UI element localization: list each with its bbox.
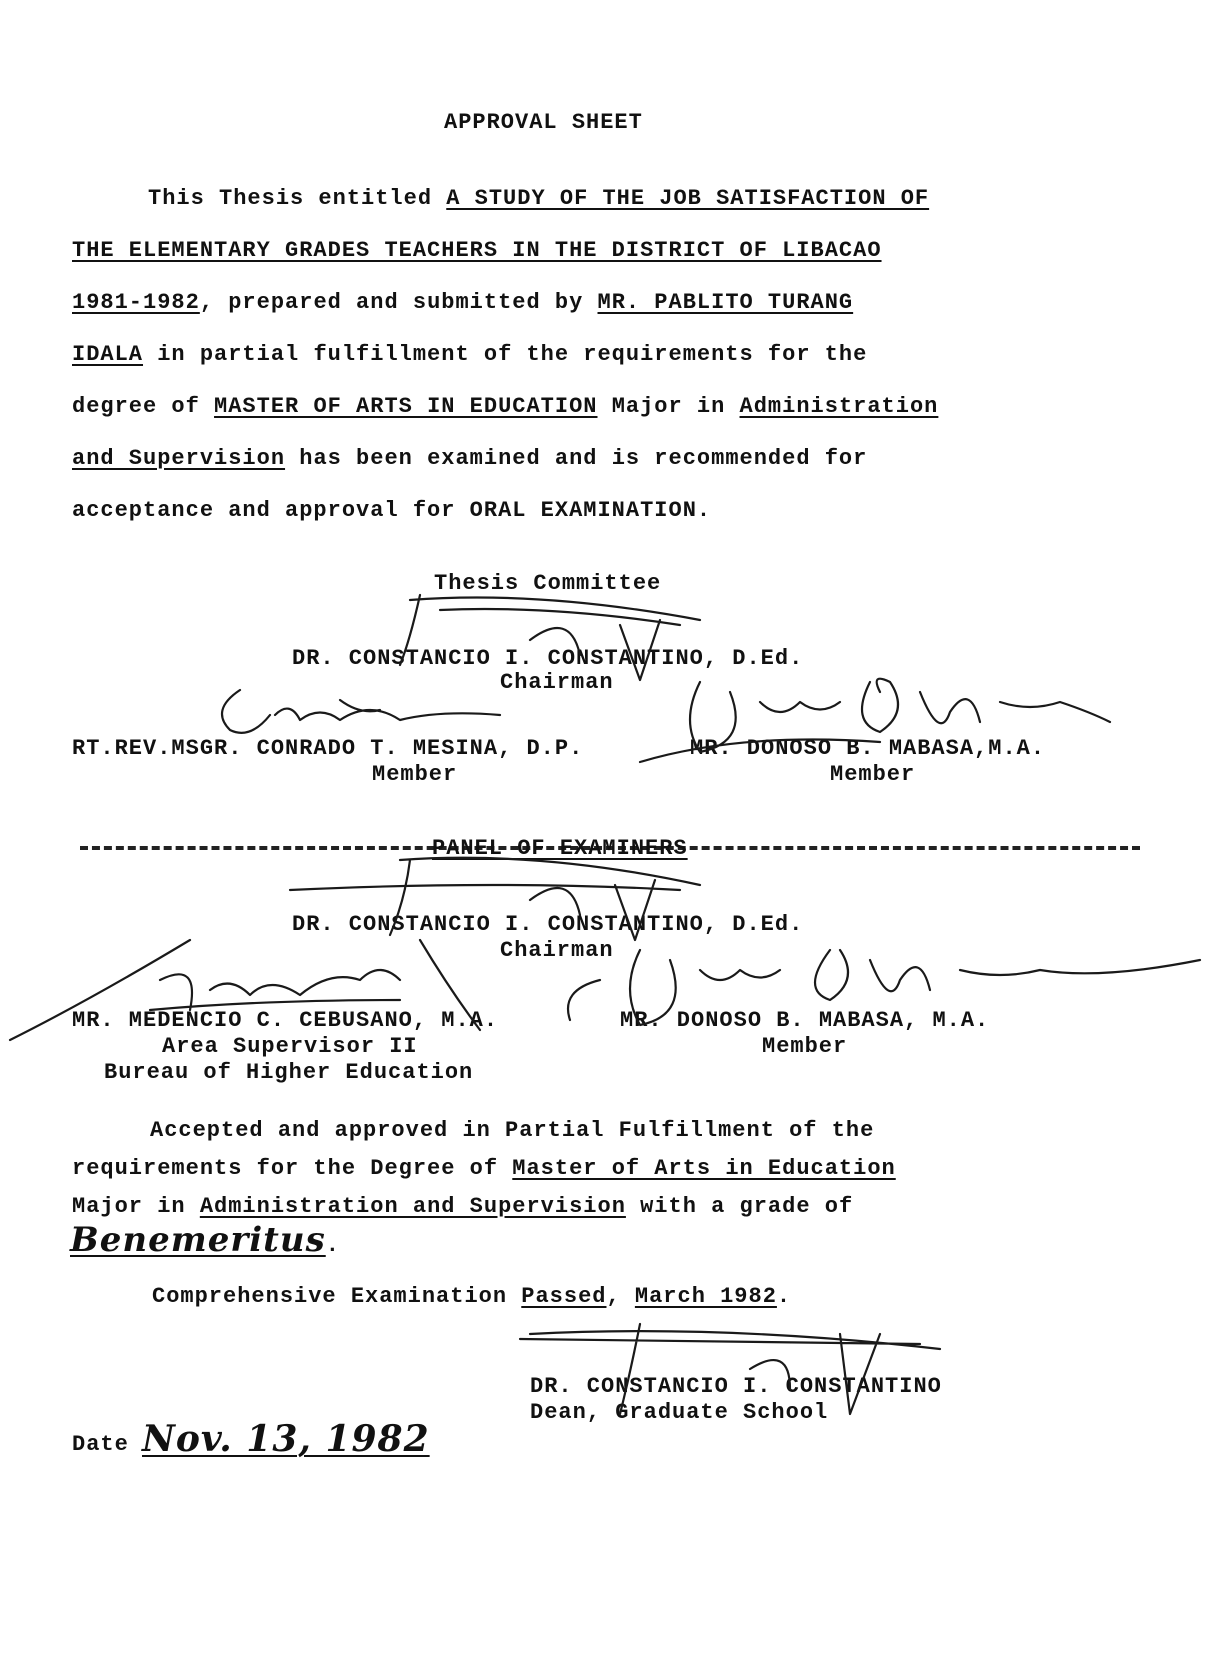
grade-line [70,1220,340,1260]
major-part-2: and Supervision [72,446,286,471]
acceptance-line-3-lead: Major in [72,1194,200,1219]
comprehensive-sep: , [606,1284,635,1309]
panel-member-1-name: MR. MEDENCIO C. CEBUSANO, M.A. [72,1008,499,1033]
degree-name: MASTER OF ARTS IN EDUCATION [214,394,598,419]
grade-period: . [325,1233,340,1258]
comprehensive-result: Passed [521,1284,607,1309]
grade-handwritten: Benemeritus [70,1220,326,1260]
acceptance-line-3 [72,1194,853,1219]
intro-line-5 [72,394,938,419]
panel-member-1-role-1: Area Supervisor II [162,1034,418,1059]
committee-member-2-role: Member [830,762,916,787]
panel-member-2-role: Member [762,1034,848,1059]
intro-text-3: , prepared and submitted by [199,290,598,315]
committee-heading: Thesis Committee [434,571,662,596]
acceptance-line-1: Accepted and approved in Partial Fulfillment of the [150,1118,875,1143]
committee-member-1-role: Member [372,762,458,787]
intro-text-5a: degree of [72,394,215,419]
date-label: Date [72,1432,129,1457]
comprehensive-end: . [776,1284,792,1309]
intro-line-2 [72,238,882,263]
committee-member-2-name: MR. DONOSO B. MABASA,M.A. [690,736,1046,761]
major-part-1: Administration [739,394,939,419]
author-name-part-2: IDALA [72,342,144,367]
intro-line-3 [72,290,853,315]
panel-chair-name: DR. CONSTANCIO I. CONSTANTINO, D.Ed. [292,912,804,937]
committee-member-2-signature [620,662,1120,772]
acceptance-degree: Master of Arts in Education [512,1156,896,1181]
intro-line-7: acceptance and approval for ORAL EXAMINATION. [72,498,712,523]
committee-member-1-signature [200,670,540,750]
intro-line-4 [72,342,867,367]
panel-member-1-signature [0,920,480,1050]
acceptance-line-2-lead: requirements for the Degree of [72,1156,513,1181]
acceptance-line-2 [72,1156,896,1181]
intro-line-1 [148,186,929,211]
panel-chair-role: Chairman [500,938,614,963]
intro-line-6 [72,446,867,471]
intro-lead: This Thesis entitled [148,186,447,211]
dean-signature [520,1314,960,1424]
committee-chair-role: Chairman [500,670,614,695]
intro-text-6: has been examined and is recommended for [285,446,868,471]
comprehensive-line [152,1284,791,1309]
date-handwritten: Nov. 13, 1982 [142,1418,430,1460]
document-title: APPROVAL SHEET [444,110,643,135]
dean-role: Dean, Graduate School [530,1400,829,1425]
intro-text-5b: Major in [597,394,740,419]
committee-member-1-name: RT.REV.MSGR. CONRADO T. MESINA, D.P. [72,736,584,761]
comprehensive-lead: Comprehensive Examination [152,1284,522,1309]
thesis-title-part-1: A STUDY OF THE JOB SATISFACTION OF [446,186,930,211]
panel-member-2-name: MR. DONOSO B. MABASA, M.A. [620,1008,990,1033]
committee-chair-name: DR. CONSTANCIO I. CONSTANTINO, D.Ed. [292,646,804,671]
dean-name: DR. CONSTANCIO I. CONSTANTINO [530,1374,942,1399]
panel-member-1-role-2: Bureau of Higher Education [104,1060,474,1085]
author-name-part-1: MR. PABLITO TURANG [597,290,854,315]
acceptance-major: Administration and Supervision [199,1194,626,1219]
thesis-title-part-2: THE ELEMENTARY GRADES TEACHERS IN THE DISTRICT OF LIBACAO [72,238,882,263]
comprehensive-date: March 1982 [634,1284,777,1309]
intro-text-4: in partial fulfillment of the requirements for the [143,342,868,367]
thesis-title-part-3: 1981-1982 [72,290,200,315]
acceptance-line-3-tail: with a grade of [625,1194,854,1219]
panel-heading: PANEL OF EXAMINERS [432,836,688,861]
panel-member-2-signature [560,930,1200,1040]
